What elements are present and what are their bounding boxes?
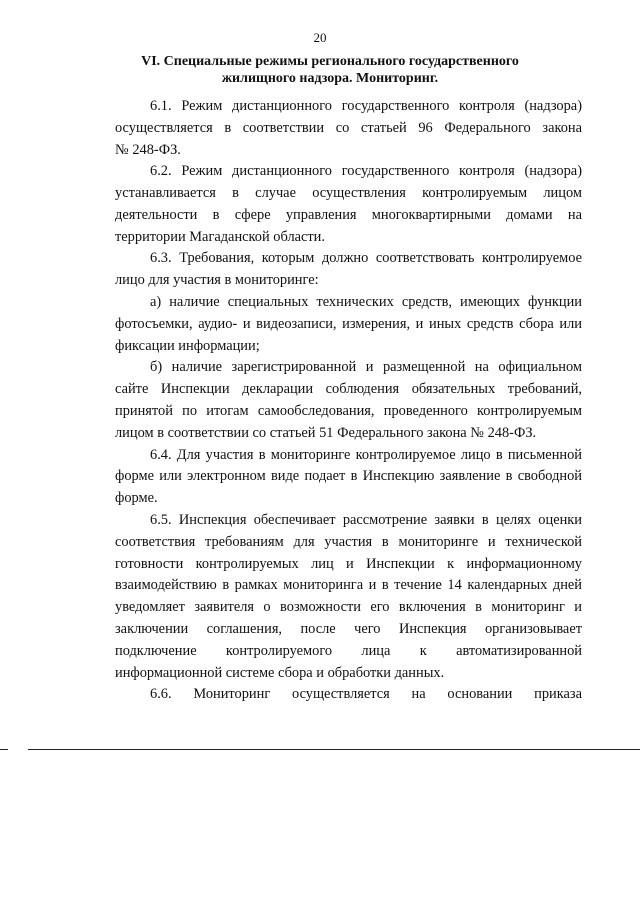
paragraph-6-4-line-1: 6.4. Для участия в мониторинге контролируемое лицо в письменной [150, 447, 582, 463]
paragraph-6-1-line-1: 6.1. Режим дистанционного государственного контроля (надзора) [150, 98, 582, 114]
paragraph-6-6-line-1: 6.6. Мониторинг осуществляется на основании приказа [150, 686, 582, 702]
paragraph-6-5-line-1: 6.5. Инспекция обеспечивает рассмотрение заявки в целях оценки [150, 512, 582, 528]
section-heading [100, 53, 560, 87]
paragraph-6-5-line-2: соответствия требованиям для участия в мониторинге и технической [115, 534, 582, 550]
paragraph-6-4-line-3: форме. [115, 490, 158, 506]
item-b-line-3: принятой по итогам самообследования, проведенного контролируемым [115, 403, 582, 419]
paragraph-6-1-line-2: осуществляется в соответствии со статьей 96 Федерального закона [115, 120, 582, 136]
page-number: 20 [313, 30, 327, 45]
item-b-line-4: лицом в соответствии со статьей 51 Федерального закона № 248-ФЗ. [115, 425, 537, 441]
paragraph-6-4-line-2: форме или электронном виде подает в Инспекцию заявление в свободной [115, 468, 582, 484]
paragraph-6-5-line-6: заключении соглашения, после чего Инспекция организовывает [115, 621, 582, 637]
paragraph-6-2-line-1: 6.2. Режим дистанционного государственного контроля (надзора) [150, 163, 582, 179]
paragraph-6-5-line-8: информационной системе сбора и обработки данных. [115, 665, 445, 681]
paragraph-6-5-line-4: взаимодействию в рамках мониторинга и в течение 14 календарных дней [115, 577, 582, 593]
footer-rule [28, 749, 640, 750]
paragraph-6-2-line-4: территории Магаданской области. [115, 229, 325, 245]
paragraph-6-3-line-1: 6.3. Требования, которым должно соответствовать контролируемое [150, 250, 582, 266]
item-a-line-3: фиксации информации; [115, 338, 260, 354]
section-heading-line-2: жилищного надзора. Мониторинг. [221, 71, 439, 86]
item-b-line-1: б) наличие зарегистрированной и размещенной на официальном [150, 359, 582, 375]
section-heading-line-1: VI. Специальные режимы регионального государственного [141, 54, 519, 69]
item-a-line-1: а) наличие специальных технических средств, имеющих функции [150, 294, 582, 310]
paragraph-6-1-line-3: № 248-ФЗ. [115, 142, 181, 158]
paragraph-6-5-line-3: готовности контролируемых лиц и Инспекции к информационному [115, 556, 582, 572]
paragraph-6-5-line-5: уведомляет заявителя о возможности его включения в мониторинг и [115, 599, 582, 615]
paragraph-6-2-line-3: деятельности в сфере управления многоквартирными домами на [115, 207, 582, 223]
item-a-line-2: фотосъемки, аудио- и видеозаписи, измерения, и иных средств сбора или [115, 316, 582, 332]
paragraph-6-5-line-7: подключение контролируемого лица к автоматизированной [115, 643, 582, 659]
item-b-line-2: сайте Инспекции декларации соблюдения обязательных требований, [115, 381, 582, 397]
margin-mark [0, 749, 8, 750]
paragraph-6-3-line-2: лицо для участия в мониторинге: [115, 272, 319, 288]
paragraph-6-2-line-2: устанавливается в случае осуществления контролируемым лицом [115, 185, 582, 201]
